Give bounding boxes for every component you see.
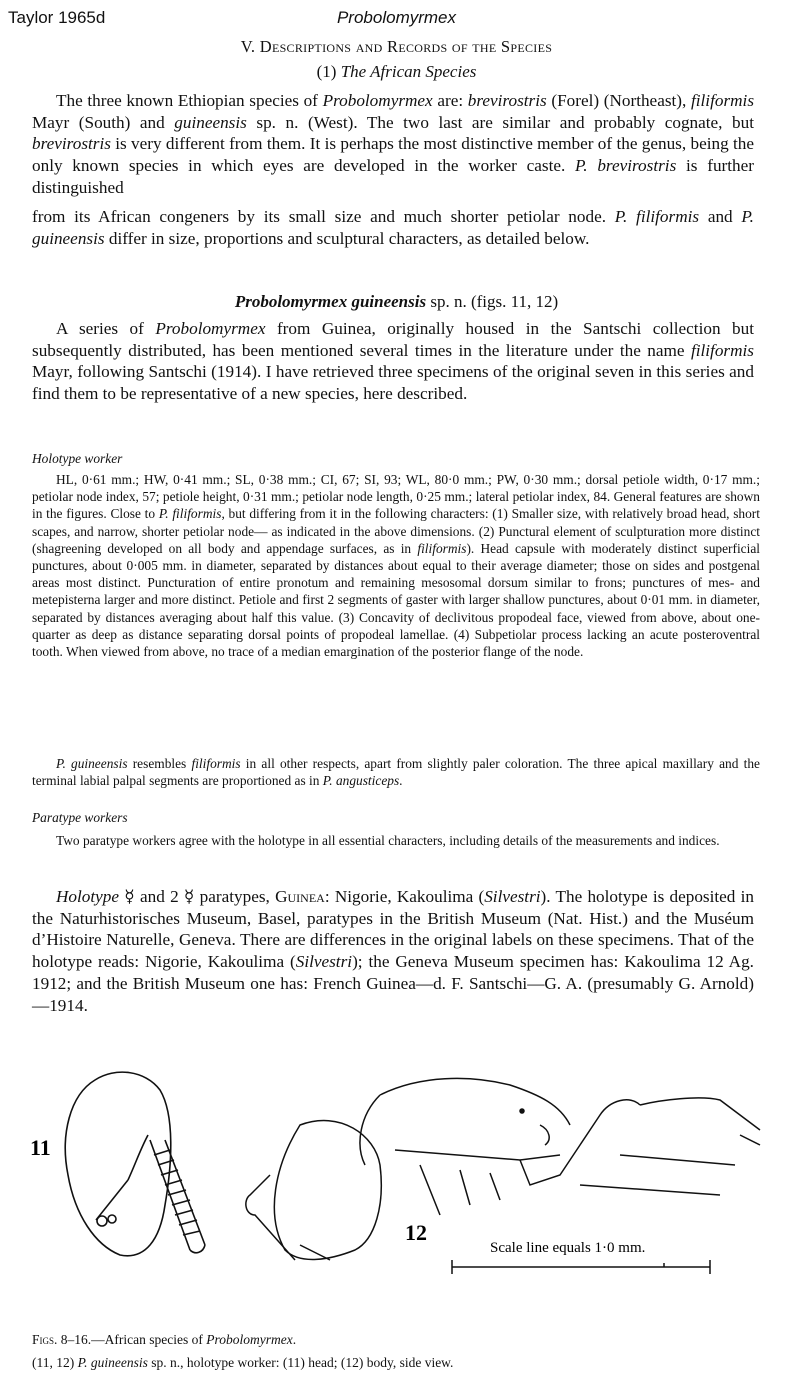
- scale-text: Scale line equals 1·0 mm.: [490, 1240, 646, 1256]
- intro-paragraph-1: The three known Ethiopian species of Probolomyrmex are: brevirostris (Forel) (Northeast), filiformis Mayr (South) and guineensis sp. n. (West). The two last are similar and probably cognate, but brevirostris is very different from them. It is perhaps the most distinctive member of the genus, being the only known species in which eyes are developed in the worker caste. P. brevirostris is further distinguished: [32, 91, 755, 197]
- subsection-title-text: The African Species: [340, 62, 477, 81]
- fig-12-body-drawing: [246, 1078, 760, 1260]
- fig-11-label: 11: [30, 1135, 51, 1160]
- figure-illustrations: [0, 1055, 793, 1285]
- species-title: Probolomyrmex guineensis sp. n. (figs. 11, 12): [234, 292, 559, 311]
- records-paragraph: Holotype ☿ and 2 ☿ paratypes, Guinea: Nigorie, Kakoulima (Silvestri). The holotype is deposited in the Naturhistorisches Museum, Basel, paratypes in the British Museum (Nat. Hist.) and the Muséum d’Histoire Naturelle, Geneva. There are differences in the original labels on these specimens. That of the holotype reads: Nigorie, Kakoulima (Silvestri); the Geneva Museum specimen has: Kakoulima 12 Ag. 1912; and the British Museum one has: French Guinea—d. F. Santschi—G. A. (presumably G. Arnold)—1914.: [32, 887, 754, 1015]
- section-title: V. Descriptions and Records of the Species: [240, 37, 553, 56]
- paratype-heading: Paratype workers: [32, 810, 128, 825]
- header-genus: Probolomyrmex: [336, 8, 457, 27]
- holotype-description: HL, 0·61 mm.; HW, 0·41 mm.; SL, 0·38 mm.; CI, 67; SI, 93; WL, 80·0 mm.; PW, 0·30 mm.; dorsal petiole width, 0·17 mm.; petiolar node index, 57; petiole height, 0·31 mm.; petiolar node length, 0·25 mm.; lateral petiolar index, 84. General features are shown in the figures. Close to P. filiformis, but differing from it in the following characters: (1) Smaller size, with relatively broad head, short scapes, and narrow, shorter petiolar node— as indicated in the above dimensions. (2) Punctural element of sculpturation more distinct (shagreening developed on all body and appendage surfaces, as in filiformis). Head capsule with moderately distinct superficial punctures, about 0·005 mm. in diameter, separated by distances about equal to their average diameter; those on sides and postgenal areas most distinct. Puncturation of entire pronotum and remaining mesosomal dorsum similar to frons; punctures of mes- and metepisterna larger and more distinct. Petiole and first 2 segments of gaster with larger shallow punctures, about 0·01 mm. in diameter, separated by distances averaging about half this value. (3) Concavity of declivitous propodeal face, viewed from above, about one-quarter as deep as distance separating dorsal points of propodeal lamellae. (4) Subpetiolar process lacking an acute posteroventral tooth. When viewed from above, no trace of a median emargination of the posterior flange of the node.: [32, 472, 760, 660]
- scale-line: [452, 1260, 710, 1274]
- fig-12-label: 12: [405, 1220, 427, 1245]
- intro-paragraph-2: from its African congeners by its small size and much shorter petiolar node. P. filiformis and P. guineensis differ in size, proportions and sculptural characters, as detailed below.: [32, 207, 754, 248]
- holotype-comparison: P. guineensis resembles filiformis in all other respects, apart from slightly paler coloration. The three apical maxillary and the terminal labial palpal segments are proportioned as in P. angusticeps.: [32, 756, 760, 789]
- figure-caption-line-2: (11, 12) P. guineensis sp. n., holotype worker: (11) head; (12) body, side view.: [32, 1355, 454, 1370]
- subsection-title: (1) The African Species: [316, 62, 477, 81]
- paratype-description: Two paratype workers agree with the holotype in all essential characters, including details of the measurements and indices.: [56, 833, 720, 848]
- figure-caption-line-1: Figs. 8–16.—African species of Probolomyrmex.: [32, 1332, 297, 1347]
- header-citation: Taylor 1965d: [8, 8, 106, 27]
- holotype-heading: Holotype worker: [32, 451, 123, 466]
- fig-11-head-drawing: [65, 1072, 205, 1256]
- species-paragraph: A series of Probolomyrmex from Guinea, originally housed in the Santschi collection but subsequently distributed, has been mentioned several times in the literature under the name filiformis Mayr, following Santschi (1914). I have retrieved three specimens of the original seven in this series and find them to be representative of a new species, here described.: [32, 319, 754, 404]
